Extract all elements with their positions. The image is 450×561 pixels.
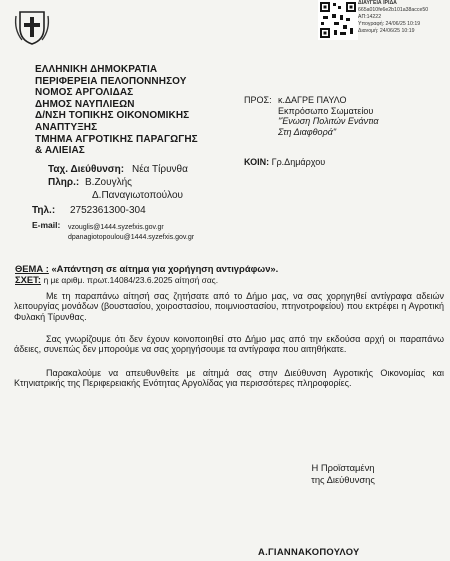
body-paragraph — [14, 334, 444, 355]
info-label: Πληρ.: — [48, 177, 80, 188]
paragraph-text: Σας γνωρίζουμε ότι δεν έχουν κοινοποιηθεί στο Δήμο μας από την εκδούσα αρχή οι παραπάνω άδειες, συνεπώς δεν μπορούμε να σας χορηγήσουμε τα αντίγραφα που αιτηθήκατε. — [14, 334, 444, 355]
header-line: ΕΛΛΗΝΙΚΗ ΔΗΜΟΚΡΑΤΙΑ — [35, 64, 158, 75]
body-paragraph — [14, 291, 444, 322]
header-line: ΤΜΗΜΑ ΑΓΡΟΤΙΚΗΣ ΠΑΡΑΓΩΓΗΣ — [35, 133, 198, 145]
header-line: ΑΝΑΠΤΥΞΗΣ — [35, 121, 98, 133]
closing-subtitle: της Διεύθυνσης — [311, 473, 375, 485]
paragraph-text: Με τη παραπάνω αίτησή σας ζητήσατε από το Δήμο μας, να σας χορηγηθεί αντίγραφα αδειών λειτουργίας μονάδων (βουστασίου, χοιροστασίου, ποιμνιοστασίου, πτηνοτροφείου) που εκτρέφει η Αγροτική Φυλακή Τίρυνθας. — [14, 291, 444, 322]
closing-title: Η Προϊσταμένη — [311, 462, 375, 473]
info-value-1: Β.Ζουγλής — [85, 177, 132, 188]
stamp-signed: Υπογραφή: 24/06/25 10:19 — [358, 21, 421, 27]
email-label: E-mail: — [32, 220, 61, 230]
subject-label: ΘΕΜΑ : — [15, 263, 49, 274]
header-line: & ΑΛΙΕΙΑΣ — [35, 145, 85, 157]
recipient-label: ΠΡΟΣ: — [244, 95, 272, 105]
subject-block — [15, 263, 278, 286]
stamp-code: 665a010fe6e2b101a38acce50 — [358, 7, 429, 13]
recipient-line: Στη Διαφθορά" — [278, 126, 337, 137]
stamp-app: ΔΙΑΥΓΕΙΑ ΙΡΙΔΑ — [358, 0, 397, 6]
reference-label: ΣΧΕΤ: — [15, 274, 41, 285]
recipient-line: "Ένωση Πολιτών Ενάντια — [278, 116, 379, 126]
email-2[interactable]: dpanagiotopoulou@1444.syzefxis.gov.gr — [68, 234, 195, 241]
cc-label: ΚΟΙΝ: — [244, 157, 270, 167]
paragraph-text: Παρακαλούμε να απευθυνθείτε με αίτημά σας στην Διεύθυνση Αγροτικής Οικονομίας και Κτηνιατρικής της Περιφερειακής Ενότητας Αργολίδας για περισσότερες πληροφορίες. — [14, 368, 444, 389]
header-line: ΔΗΜΟΣ ΝΑΥΠΛΙΕΩΝ — [35, 98, 135, 110]
document-stamp — [358, 0, 428, 35]
signer-name: Α.ΓΙΑΝΝΑΚΟΠΟΥΛΟΥ — [258, 546, 360, 557]
reference-text: η με αριθμ. πρωτ.14084/23.6.2025 αίτησή σας. — [43, 275, 219, 285]
address-label: Ταχ. Διεύθυνση: — [48, 164, 125, 175]
address-value: Νέα Τίρυνθα — [132, 164, 188, 175]
subject-text: «Απάντηση σε αίτημα για χορήγηση αντιγράφων». — [51, 263, 279, 274]
cc-block — [244, 157, 325, 167]
recipient-line: κ.ΔΑΓΡΕ ΠΑΥΛΟ — [278, 95, 347, 105]
header-line: ΝΟΜΟΣ ΑΡΓΟΛΙΔΑΣ — [35, 87, 134, 99]
body-paragraph — [14, 368, 444, 389]
header-line: ΠΕΡΙΦΕΡΕΙΑ ΠΕΛΟΠΟΝΝΗΣΟΥ — [35, 75, 187, 87]
sender-header — [35, 64, 245, 157]
stamp-ap: ΑΠ:14222 — [358, 14, 382, 20]
phone-value: 2752361300-304 — [70, 205, 146, 216]
qr-code-icon — [318, 0, 358, 40]
stamp-dispatched: Διανομή: 24/06/25 10:19 — [358, 28, 415, 34]
recipient-line: Εκπρόσωπο Σωματείου — [278, 105, 374, 116]
info-value-2: Δ.Παναγιωτοπούλου — [92, 190, 184, 201]
phone-label: Τηλ.: — [32, 205, 56, 216]
cc-value: Γρ.Δημάρχου — [271, 157, 326, 167]
greek-coat-of-arms-icon — [12, 6, 52, 46]
closing-block — [283, 462, 403, 485]
email-1[interactable]: vzouglis@1444.syzefxis.gov.gr — [68, 224, 164, 231]
header-line: Δ/ΝΣΗ ΤΟΠΙΚΗΣ ΟΙΚΟΝΟΜΙΚΗΣ — [35, 110, 190, 122]
